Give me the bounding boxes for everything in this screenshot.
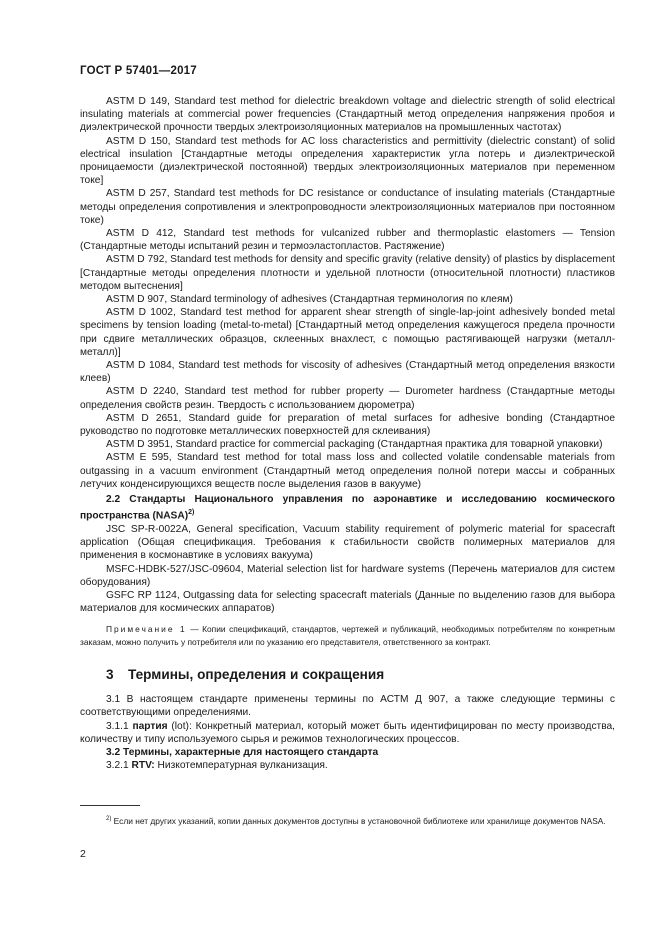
term-lot: партия [132, 720, 168, 732]
reference-astm-d149: ASTM D 149, Standard test method for dielectric breakdown voltage and dielectric strength of solid electrical insulating materials at commercial power frequencies (Стандартный метод определения напряжения пробоя и диэлектрической прочности твердых электроизоляционных материалов на промышленных частотах) [80, 96, 615, 134]
section-3-title: Термины, определения и сокращения [128, 667, 385, 683]
footnote-text: Если нет других указаний, копии данных документов доступны в установочной библиотеке или хранилище документов NASA. [111, 815, 606, 826]
section-3-heading [106, 666, 615, 683]
reference-jsc-sp-r-0022a: JSC SP-R-0022A, General specification, Vacuum stability requirement of polymeric material for spacecraft application (Общая спецификация. Требования к стабильности свойств полимерных материалов для применения в космонавтике в условиях вакуума) [80, 523, 615, 562]
reference-astm-e595: ASTM E 595, Standard test method for total mass loss and collected volatile condensable materials from outgassing in a vacuum environment (Стандартный метод определения полной потери массы и собранных летучих конденсирующихся веществ после выделения газов в вакууме) [80, 452, 615, 490]
subsection-2-2-heading [80, 493, 615, 523]
reference-astm-d257: ASTM D 257, Standard test methods for DC resistance or conductance of insulating materials (Стандартные методы определения сопротивления и электропроводности электроизоляционных материалов при постоянном токе) [80, 188, 615, 226]
term-lot-definition: (lot): Конкретный материал, который может быть идентифицирован по месту производства, количеству и типу используемого сырья и режимов технологических процессов. [80, 720, 616, 745]
subsection-2-2-title: 2.2 Стандарты Национального управления по аэронавтике и исследованию космического пространства (NASA) [80, 494, 615, 522]
note-1 [80, 623, 615, 648]
note-label: Примечание 1 [106, 624, 187, 635]
page-content [80, 95, 615, 772]
reference-astm-d2240: ASTM D 2240, Standard test method for rubber property — Durometer hardness (Стандартные методы определения свойств резин. Твердость с использованием дюрометра) [80, 386, 615, 411]
footnote [80, 813, 615, 827]
reference-astm-d907: ASTM D 907, Standard terminology of adhesives (Стандартная терминология по клеям) [106, 294, 513, 306]
paragraph-3-1-1 [80, 720, 615, 746]
reference-gsfc-rp-1124: GSFC RP 1124, Outgassing data for selecting spacecraft materials (Данные по выделению газов для выбора материалов для космических аппаратов) [80, 589, 615, 615]
note-text: — Копии спецификаций, стандартов, чертежей и публикаций, необходимых потребителям по конкретным заказам, можно получить у потребителя или по указанию его представителя, ответственного за контракт. [80, 624, 615, 647]
reference-astm-d150: ASTM D 150, Standard test methods for AC loss characteristics and permittivity (dielectric constant) of solid electrical insulation [Стандартные методы определения характеристик угла потерь и диэлектрической проницаемости (диэлектрической постоянной) твердых электроизоляционных материалов при переменном токе] [80, 135, 615, 187]
paragraph-3-2 [80, 746, 615, 759]
footnote-marker: 2) [188, 509, 195, 517]
clause-number: 3.2.1 [106, 760, 132, 772]
reference-astm-d792: ASTM D 792, Standard test methods for density and specific gravity (relative density) of plastics by displacement [Стандартные методы определения плотности и удельной плотности (относительной плотности) пластиков методом вытеснения] [80, 254, 615, 292]
reference-astm-d1002: ASTM D 1002, Standard test method for apparent shear strength of single-lap-joint adhesively bonded metal specimens by tension loading (metal-to-metal) [Стандартный метод определения кажущегося предела прочности при сдвиге металлических образцов, склеенных внахлест, с помощью растягивающей нагрузки (металл-металл)] [80, 307, 615, 358]
term-rtv: RTV: [131, 760, 155, 772]
section-3-number: 3 [106, 667, 114, 683]
reference-astm-d1084: ASTM D 1084, Standard test methods for viscosity of adhesives (Стандартный метод определения вязкости клеев) [80, 360, 615, 385]
paragraph-3-2-1 [80, 759, 615, 772]
footnote-mark: 2) [106, 816, 112, 822]
footnote-divider [80, 805, 140, 806]
term-rtv-definition: Низкотемпературная вулканизация. [154, 760, 328, 772]
reference-astm-d2651: ASTM D 2651, Standard guide for preparation of metal surfaces for adhesive bonding (Стандартное руководство по подготовке металлических поверхностей для склеивания) [80, 412, 615, 438]
reference-astm-d412: ASTM D 412, Standard test methods for vulcanized rubber and thermoplastic elastomers — Tension (Стандартные методы испытаний резин и термоэластопластов. Растяжение) [80, 228, 615, 253]
subsection-3-2-heading: 3.2 Термины, характерные для настоящего стандарта [106, 746, 379, 758]
page-number: 2 [80, 848, 86, 860]
reference-astm-d3951: ASTM D 3951, Standard practice for commercial packaging (Стандартная практика для товарной упаковки) [106, 439, 603, 451]
paragraph-3-1: 3.1 В настоящем стандарте применены термины по АСТМ Д 907, а также следующие термины с соответствующими определениями. [80, 694, 615, 719]
document-header: ГОСТ Р 57401—2017 [80, 65, 197, 77]
clause-number: 3.1.1 [106, 720, 133, 732]
reference-msfc-hdbk-527: MSFC-HDBK-527/JSC-09604, Material selection list for hardware systems (Перечень материалов для систем оборудования) [80, 563, 615, 588]
